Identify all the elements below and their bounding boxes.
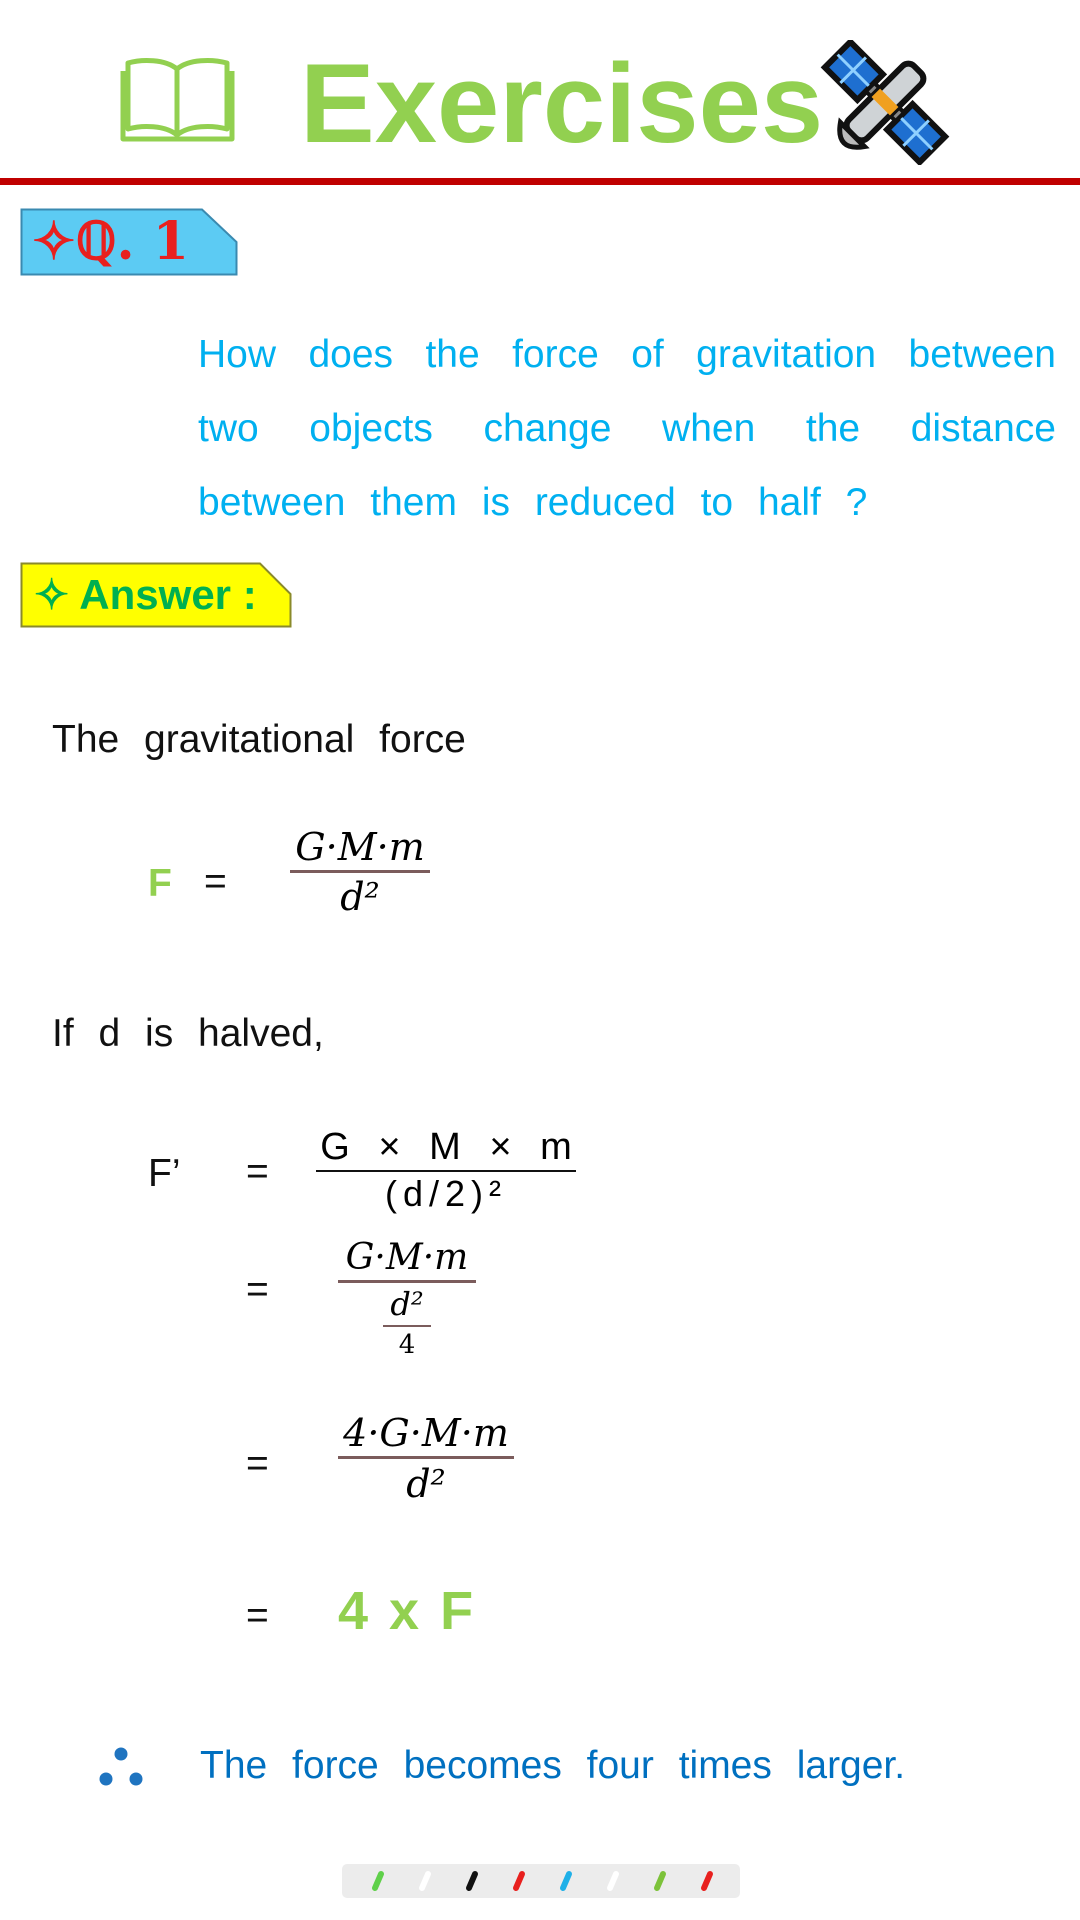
header-divider bbox=[0, 178, 1080, 185]
step1-equals: = bbox=[246, 1150, 269, 1193]
step4-equals: = bbox=[246, 1594, 269, 1637]
answer-tag bbox=[20, 562, 292, 628]
formula-equals: = bbox=[204, 860, 227, 903]
pen-swatch[interactable] bbox=[516, 1874, 522, 1888]
pen-swatch[interactable] bbox=[704, 1874, 710, 1888]
question-text: How does the force of gravitation between two objects change when the distance between them is reduced to half ? bbox=[198, 333, 1056, 524]
formula-numerator: G·M·m bbox=[295, 825, 425, 869]
step3-numerator: 4·G·M·m bbox=[343, 1411, 509, 1455]
step2-inner-denominator: 4 bbox=[398, 1330, 416, 1360]
step2-numerator: G·M·m bbox=[345, 1237, 469, 1278]
pen-color-toolbar bbox=[342, 1864, 740, 1898]
answer-intro: The gravitational force bbox=[52, 718, 466, 761]
pen-swatch[interactable] bbox=[610, 1874, 616, 1888]
pen-swatch[interactable] bbox=[469, 1874, 475, 1888]
step1-fraction bbox=[316, 1124, 576, 1216]
step3-denominator: d² bbox=[406, 1462, 446, 1506]
condition-text: If d is halved, bbox=[52, 1012, 324, 1055]
pen-swatch[interactable] bbox=[375, 1874, 381, 1888]
pen-colors bbox=[342, 1864, 740, 1898]
formula-lhs: F bbox=[148, 862, 172, 905]
step3-fraction bbox=[338, 1410, 514, 1509]
step2-inner-numerator: d² bbox=[390, 1285, 424, 1323]
step2-equals: = bbox=[246, 1268, 269, 1311]
pen-swatch[interactable] bbox=[563, 1874, 569, 1888]
question-number: ✧ℚ. 1 bbox=[32, 211, 189, 272]
step1-denominator: (d/2)² bbox=[384, 1173, 507, 1214]
step3-equals: = bbox=[246, 1442, 269, 1485]
answer-label: ✧ Answer : bbox=[34, 571, 257, 618]
step1-numerator: G × M × m bbox=[320, 1126, 572, 1168]
conclusion-text: The force becomes four times larger. bbox=[200, 1744, 906, 1787]
step1-lhs: F’ bbox=[148, 1152, 181, 1195]
pen-swatch[interactable] bbox=[657, 1874, 663, 1888]
therefore-icon bbox=[98, 1745, 144, 1789]
step2-fraction bbox=[338, 1236, 476, 1363]
question-number-tag bbox=[20, 208, 238, 276]
formula-fraction bbox=[290, 824, 430, 921]
step4-result: 4 x F bbox=[338, 1581, 474, 1641]
formula-denominator: d² bbox=[340, 875, 380, 919]
open-book-icon bbox=[120, 55, 235, 143]
page-title: Exercises bbox=[300, 41, 824, 166]
pen-swatch[interactable] bbox=[422, 1874, 428, 1888]
satellite-icon bbox=[820, 40, 950, 165]
